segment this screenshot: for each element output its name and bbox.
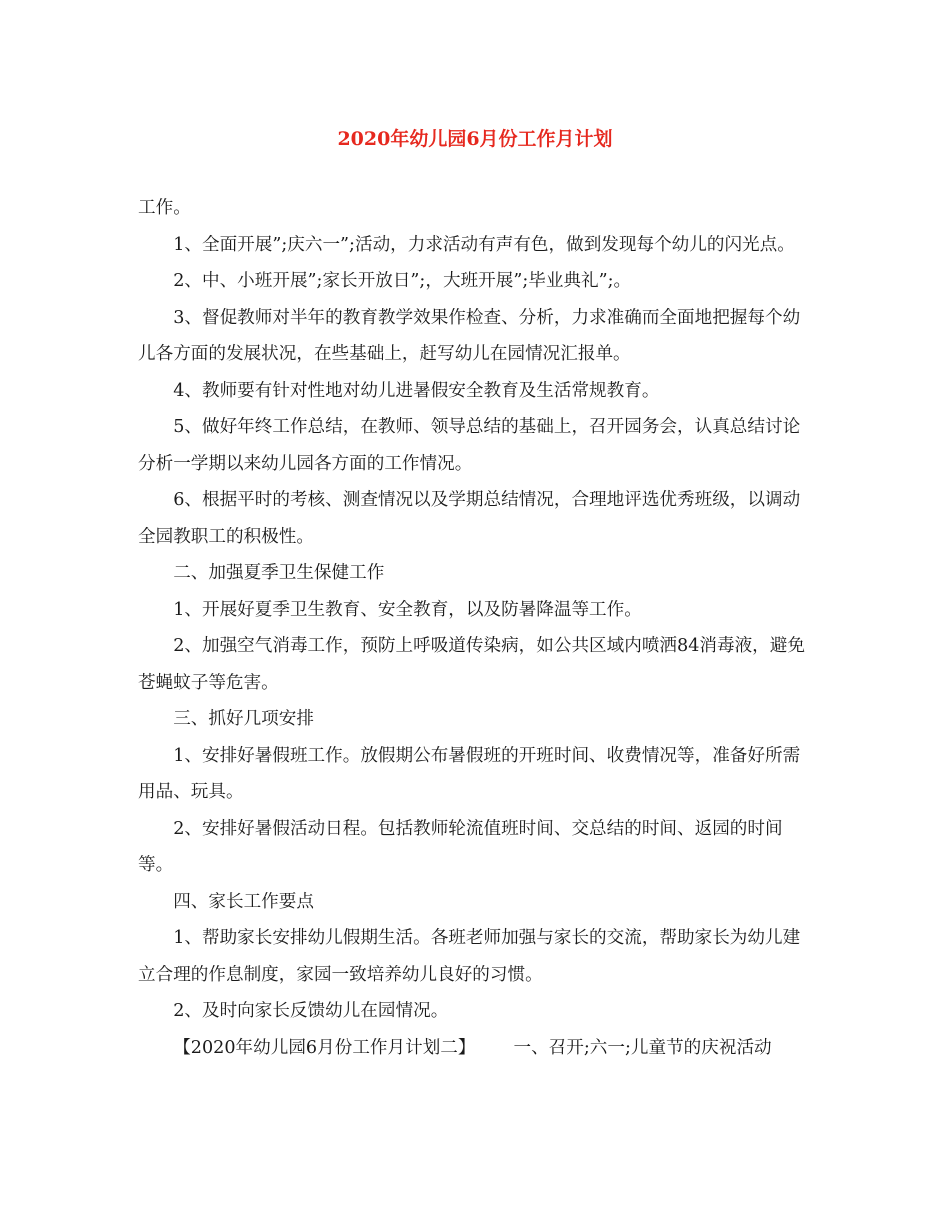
next-plan-heading: 【2020年幼儿园6月份工作月计划二】 (173, 1037, 476, 1058)
document-body (138, 190, 814, 1066)
section-heading: 二、加强夏季卫生保健工作 (173, 563, 385, 583)
page-title: 2020年幼儿园6月份工作月计划 (337, 128, 613, 150)
next-plan-first-item: 一、召开;六一;儿童节的庆祝活动 (513, 1037, 772, 1058)
paragraph: 1、全面开展”;庆六一”;活动，力求活动有声有色，做到发现每个幼儿的闪光点。 (173, 234, 795, 255)
paragraph: 1、开展好夏季卫生教育、安全教育，以及防暑降温等工作。 (173, 599, 642, 620)
paragraph: 4、教师要有针对性地对幼儿进暑假安全教育及生活常规教育。 (173, 380, 660, 401)
paragraph: 6、根据平时的考核、测查情况以及学期总结情况，合理地评选优秀班级，以调动全园教职工的积极性。 (138, 490, 801, 547)
paragraph: 5、做好年终工作总结，在教师、领导总结的基础上，召开园务会，认真总结讨论分析一学期以来幼儿园各方面的工作情况。 (138, 417, 801, 474)
paragraph: 3、督促教师对半年的教育教学效果作检查、分析，力求准确而全面地把握每个幼儿各方面的发展状况，在些基础上，赶写幼儿在园情况汇报单。 (138, 307, 801, 364)
paragraph: 2、及时向家长反馈幼儿在园情况。 (173, 1001, 449, 1021)
continuation-line (138, 1030, 814, 1067)
section-heading: 三、抓好几项安排 (173, 709, 314, 729)
paragraph: 2、安排好暑假活动日程。包括教师轮流值班时间、交总结的时间、返园的时间等。 (138, 818, 783, 875)
paragraph: 1、安排好暑假班工作。放假期公布暑假班的开班时间、收费情况等，准备好所需用品、玩具。 (138, 745, 801, 802)
section-heading: 四、家长工作要点 (173, 891, 314, 912)
paragraph: 工作。 (138, 198, 191, 218)
paragraph: 2、中、小班开展”;家长开放日”;，大班开展”;毕业典礼”;。 (173, 271, 632, 291)
paragraph: 2、加强空气消毒工作，预防上呼吸道传染病，如公共区域内喷洒84消毒液，避免苍蝇蚊子等危害。 (138, 636, 805, 693)
paragraph: 1、帮助家长安排幼儿假期生活。各班老师加强与家长的交流，帮助家长为幼儿建立合理的作息制度，家园一致培养幼儿良好的习惯。 (138, 928, 801, 985)
